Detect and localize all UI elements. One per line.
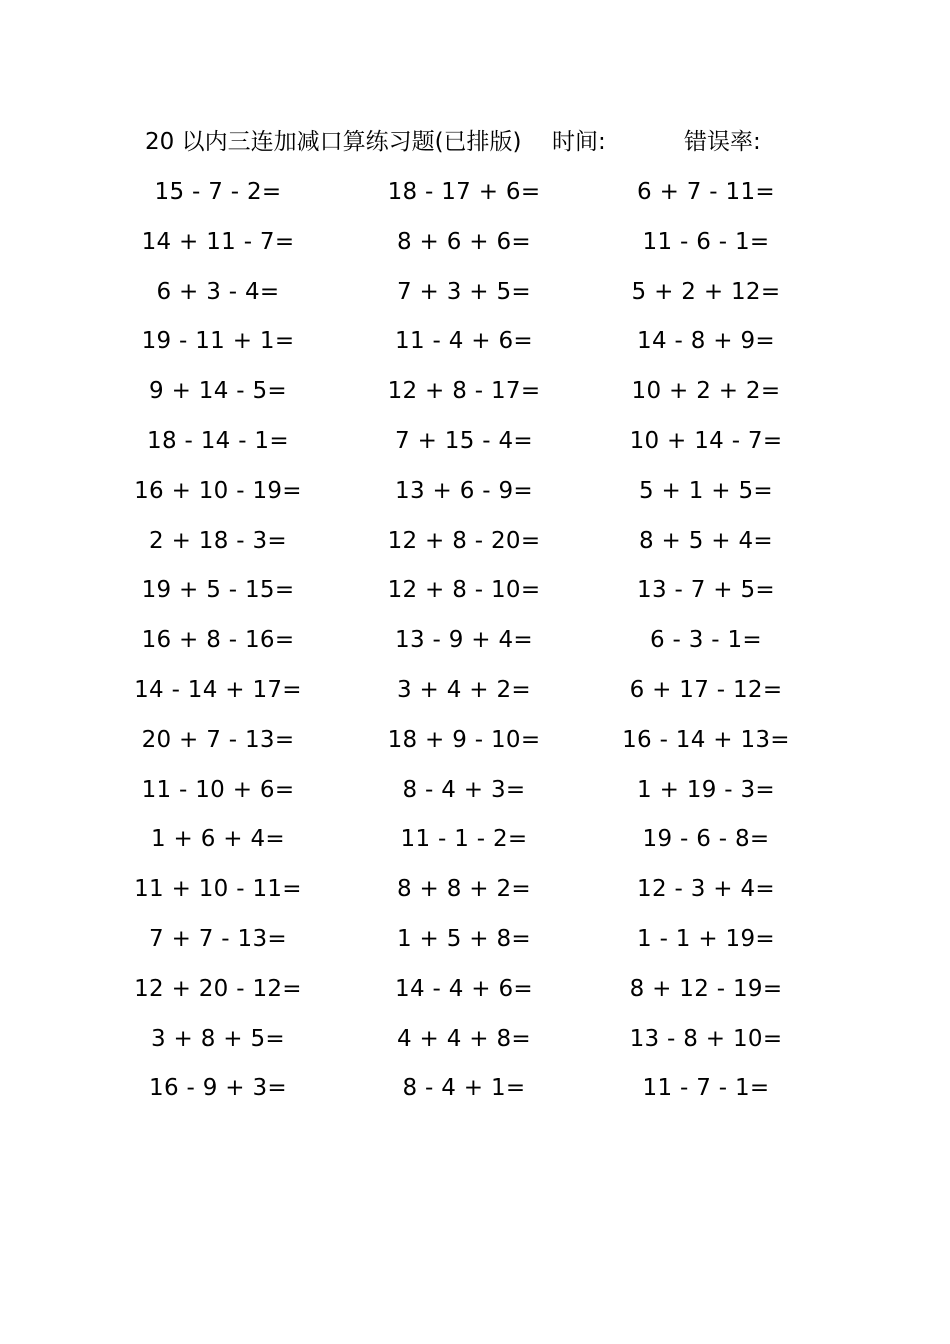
arithmetic-problem: 6 + 17 - 12= [629, 676, 783, 703]
arithmetic-problem: 9 + 14 - 5= [149, 378, 287, 405]
arithmetic-problem: 19 - 6 - 8= [642, 826, 770, 853]
arithmetic-problem: 1 + 19 - 3= [637, 776, 775, 803]
worksheet-header [0, 124, 950, 160]
problem-row [0, 969, 950, 1019]
arithmetic-problem: 11 + 10 - 11= [134, 876, 302, 903]
arithmetic-problem: 4 + 4 + 8= [397, 1025, 531, 1052]
arithmetic-problem: 18 - 14 - 1= [147, 427, 289, 454]
arithmetic-problem: 12 + 8 - 20= [387, 527, 541, 554]
arithmetic-problem: 18 - 17 + 6= [387, 179, 541, 205]
arithmetic-problem: 8 + 8 + 2= [397, 876, 531, 903]
time-label: 时间: [552, 129, 606, 155]
arithmetic-problem: 1 + 6 + 4= [151, 826, 285, 853]
arithmetic-problem: 13 - 9 + 4= [395, 627, 533, 654]
problem-row [0, 321, 950, 371]
arithmetic-problem: 8 - 4 + 1= [402, 1075, 526, 1102]
arithmetic-problem: 11 - 10 + 6= [141, 776, 295, 803]
arithmetic-problem: 5 + 1 + 5= [639, 477, 773, 504]
arithmetic-problem: 16 - 14 + 13= [622, 726, 790, 753]
arithmetic-problem: 13 + 6 - 9= [395, 477, 533, 504]
arithmetic-problem: 10 + 14 - 7= [629, 427, 783, 454]
arithmetic-problem: 7 + 15 - 4= [395, 427, 533, 454]
problem-row [0, 1019, 950, 1069]
arithmetic-problem: 8 + 12 - 19= [629, 975, 783, 1002]
arithmetic-problem: 11 - 4 + 6= [395, 328, 533, 355]
arithmetic-problem: 12 + 8 - 17= [387, 378, 541, 405]
arithmetic-problem: 12 - 3 + 4= [637, 876, 775, 903]
problem-row [0, 919, 950, 969]
arithmetic-problem: 1 - 1 + 19= [637, 925, 775, 952]
arithmetic-problem: 10 + 2 + 2= [631, 378, 781, 405]
arithmetic-problem: 16 + 10 - 19= [134, 477, 302, 504]
arithmetic-problem: 7 + 3 + 5= [397, 278, 531, 305]
arithmetic-problem: 1 + 5 + 8= [397, 925, 531, 952]
worksheet-title: 20 以内三连加减口算练习题(已排版) [145, 129, 522, 155]
problem-row [0, 819, 950, 869]
arithmetic-problem: 14 - 4 + 6= [395, 975, 533, 1002]
problem-row [0, 471, 950, 521]
problem-row [0, 720, 950, 770]
arithmetic-problem: 14 - 8 + 9= [637, 328, 775, 355]
problem-row [0, 770, 950, 820]
arithmetic-problem: 18 + 9 - 10= [387, 726, 541, 753]
arithmetic-problem: 8 - 4 + 3= [402, 776, 526, 803]
arithmetic-problem: 6 + 3 - 4= [156, 278, 280, 305]
arithmetic-problem: 13 - 8 + 10= [629, 1025, 783, 1052]
arithmetic-problem: 2 + 18 - 3= [149, 527, 287, 554]
problem-grid [0, 172, 950, 1118]
arithmetic-problem: 3 + 8 + 5= [151, 1025, 285, 1052]
problem-row [0, 222, 950, 272]
arithmetic-problem: 8 + 5 + 4= [639, 527, 773, 554]
arithmetic-problem: 19 - 11 + 1= [141, 328, 295, 355]
arithmetic-problem: 11 - 1 - 2= [400, 826, 528, 853]
problem-row [0, 670, 950, 720]
arithmetic-problem: 11 - 7 - 1= [642, 1075, 770, 1102]
problem-row [0, 272, 950, 322]
arithmetic-problem: 12 + 20 - 12= [134, 975, 302, 1002]
problem-row [0, 869, 950, 919]
arithmetic-problem: 6 - 3 - 1= [649, 627, 762, 654]
problem-row [0, 521, 950, 571]
arithmetic-problem: 7 + 7 - 13= [149, 925, 287, 952]
problem-row [0, 570, 950, 620]
arithmetic-problem: 19 + 5 - 15= [141, 577, 295, 604]
arithmetic-problem: 13 - 7 + 5= [637, 577, 775, 604]
arithmetic-problem: 12 + 8 - 10= [387, 577, 541, 604]
problem-row [0, 172, 950, 222]
arithmetic-problem: 5 + 2 + 12= [631, 278, 781, 305]
arithmetic-problem: 8 + 6 + 6= [397, 228, 531, 255]
arithmetic-problem: 20 + 7 - 13= [141, 726, 295, 753]
arithmetic-problem: 16 - 9 + 3= [149, 1075, 287, 1102]
problem-row [0, 1068, 950, 1118]
arithmetic-problem: 6 + 7 - 11= [637, 179, 775, 205]
problem-row [0, 620, 950, 670]
problem-row [0, 371, 950, 421]
arithmetic-problem: 11 - 6 - 1= [642, 228, 770, 255]
arithmetic-problem: 15 - 7 - 2= [154, 179, 282, 205]
error-rate-label: 错误率: [684, 129, 761, 155]
arithmetic-problem: 14 - 14 + 17= [134, 676, 302, 703]
problem-row [0, 421, 950, 471]
arithmetic-problem: 16 + 8 - 16= [141, 627, 295, 654]
arithmetic-problem: 14 + 11 - 7= [141, 228, 295, 255]
arithmetic-problem: 3 + 4 + 2= [397, 676, 531, 703]
